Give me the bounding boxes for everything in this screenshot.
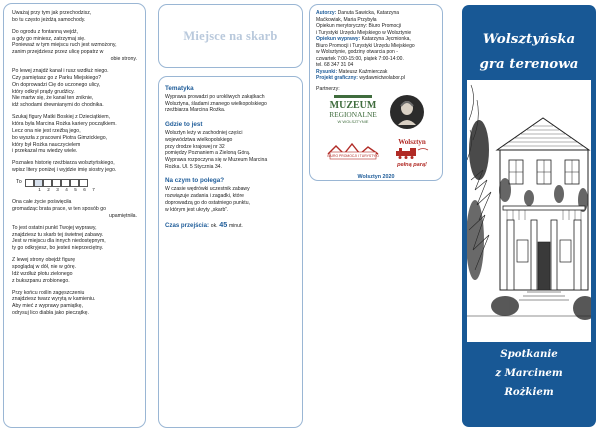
poem-line: Aby mieć z wyprawy pamiątkę, <box>12 303 83 310</box>
wolsztyn-slogan: pełną parą! <box>397 161 427 168</box>
cell-number: 4 <box>65 187 68 193</box>
poem-line: Po lewej znajdź kanał i rusz wzdłuż niego. <box>12 68 109 75</box>
poem-line: zanim przejdziesz przez ulicę popatrz w <box>12 49 104 56</box>
poem-stanza-1 <box>12 10 137 24</box>
poem-line: Szukaj figury Matki Boskiej z Dzieciątkiem, <box>12 114 111 121</box>
poem-line: Ponieważ w tym miejscu ruch jest wzmożony, <box>12 42 117 49</box>
poem-line: Nie martw się, że kanał ten zniknie, <box>12 95 94 102</box>
poem-line: To jest ostatni punkt Twojej wyprawy, <box>12 224 97 231</box>
info-panel <box>158 76 303 428</box>
walk-time-approx: ok. <box>210 223 218 230</box>
poem-line: upamiętniła. <box>109 212 137 219</box>
letter-cell[interactable] <box>79 179 88 187</box>
section-line: Wolsztyna, śladami znanego wielkopolskiego <box>165 100 267 107</box>
poem-line: a gdy go miniesz, zatrzymaj się. <box>12 35 86 42</box>
poem-line: idź schodami drewnianymi do chodnika. <box>12 102 104 109</box>
poem-line: Lecz ona nie jest rzeźbą jego, <box>12 127 81 134</box>
poem-line: z bukszpanu zrobionego. <box>12 277 70 284</box>
cell-number: 7 <box>92 187 95 193</box>
credit-value: Opiekun merytoryczny: Biuro Promocji <box>316 23 402 29</box>
svg-text:BIURO PROMOCJI I TURYSTYKI: BIURO PROMOCJI I TURYSTYKI <box>327 154 379 159</box>
poem-panel <box>3 3 146 428</box>
credit-label: Opiekun wyprawy: <box>316 36 361 42</box>
stamp-box <box>158 4 303 68</box>
poem-line: spoglądaj w dół, nie w górę. <box>12 263 77 270</box>
partners-heading: Partnerzy: <box>316 85 340 92</box>
poem-stanza-7 <box>12 225 137 252</box>
walk-time <box>165 220 296 229</box>
poem-line: która była Marcina Rożka kariery początkiem. <box>12 121 117 128</box>
poem-line: On doprowadzi Cię do uczonego ulicy, <box>12 81 101 88</box>
credit-value: Danuta Sawicka, Katarzyna <box>337 10 400 16</box>
train-icon <box>392 147 432 159</box>
credit-label: Projekt graficzny: <box>316 75 358 81</box>
poem-line: Z lewej strony obejdź figurę <box>12 257 76 264</box>
poem-stanza-8 <box>12 257 137 284</box>
section-line: Rożka. Ul. 5 Stycznia 34. <box>165 163 222 170</box>
poem-line: i przekazał mu wiedzy wiele. <box>12 148 78 155</box>
partner-logos-row-1 <box>322 95 436 135</box>
cell-number: 5 <box>74 187 77 193</box>
poem-line: obie strony. <box>110 56 137 63</box>
poem-line: znajdziesz twarz wyrytą w kamieniu. <box>12 296 96 303</box>
cover-subtitle-line3: Rożkiem <box>504 386 554 398</box>
poem-line: który był Rożka nauczycielem <box>12 141 81 148</box>
section-line: rzeźbiarza Marcina Rożka. <box>165 107 226 114</box>
poem-line: odrysuj lico diabła jako pieczątkę. <box>12 310 89 317</box>
credit-value: Katarzyna Jęcmionka, <box>361 36 411 42</box>
poem-stanza-6 <box>12 199 137 220</box>
muzeum-logo-mark <box>322 95 384 135</box>
letter-cell[interactable] <box>61 179 70 187</box>
section-line: województwa wielkopolskiego <box>165 136 233 143</box>
poem-line: Poznałes historię rzeźbiarza wolsztyńskiego, <box>12 160 115 167</box>
section-heading: Gdzie to jest <box>165 121 203 129</box>
walk-time-unit: minut. <box>228 223 243 230</box>
cell-number: 1 <box>38 187 41 193</box>
cell-number: 2 <box>47 187 50 193</box>
publication-year: Wolsztyn 2020 <box>357 174 395 181</box>
letter-cell[interactable] <box>70 179 79 187</box>
section-tematyka <box>165 85 296 114</box>
poem-line: ty go odkryjesz, bo jesteś nieprzeciętny. <box>12 245 104 252</box>
cover-title-line2: gra terenowa <box>479 56 579 72</box>
cover-title-line1: Wolsztyńska <box>482 31 576 47</box>
section-heading: Tematyka <box>165 85 194 92</box>
poem-line: Ona całe życie poświęciła <box>12 199 72 206</box>
poem-line: bo tu często jeżdżą samochody. <box>12 16 86 23</box>
letter-cell[interactable] <box>43 179 52 187</box>
section-line: Wolsztyn leży w zachodniej części <box>165 130 243 137</box>
puzzle-prefix: To <box>16 179 22 186</box>
poem-line: Jest w miejscu dla innych niedostępnym, <box>12 238 106 245</box>
section-line: przy drodze krajowej nr 32 <box>165 143 225 150</box>
credit-value: Mateusz Kaźmierczak <box>338 68 388 75</box>
section-polega <box>165 177 296 213</box>
credit-value: czwartek 7:00-15:00, piątek 7:00-14:00. <box>316 55 404 62</box>
poem-line: wpisz litery poniżej i wyjdzie imię siostry jego. <box>12 167 117 174</box>
section-gdzie <box>165 121 296 170</box>
walk-time-label: Czas przejścia: <box>165 222 210 230</box>
section-line: w którym jest ukryty „skarb”. <box>165 206 229 213</box>
cell-number: 6 <box>83 187 86 193</box>
wolsztyn-brand-logo <box>392 138 432 172</box>
cover-subtitle-line2: z Marcinem <box>495 367 563 379</box>
poem-stanza-4 <box>12 114 137 155</box>
section-line: W czasie wędrówki uczestnik zabawy <box>165 186 250 193</box>
walk-time-value: 45 <box>219 220 228 230</box>
section-line: rozwiązuje zadania i zagadki, które <box>165 193 244 200</box>
poem-line: Do ogrodu z fontanną wejdź, <box>12 28 79 35</box>
partner-logos-row-2 <box>322 138 436 172</box>
poem-stanza-2 <box>12 29 137 63</box>
poem-line: który odkrył prądy grudźicy. <box>12 88 75 95</box>
poem-stanza-9 <box>12 290 137 317</box>
credit-label: Autorzy: <box>316 10 337 16</box>
phone-number: tel. 68 347 31 04 <box>316 62 354 68</box>
svg-text:MUZEUM: MUZEUM <box>329 100 377 112</box>
muzeum-logo <box>322 95 384 135</box>
section-line: Wyprawa prowadzi po urokliwych zakątkach <box>165 94 265 100</box>
poem-line: gromadząc brata prace, w ten sposób go <box>12 205 107 212</box>
letter-cell[interactable] <box>34 179 43 187</box>
wolsztyn-logo-text: Wolsztyn <box>398 138 426 147</box>
portrait-logo-icon <box>390 95 424 129</box>
poem-stanza-3 <box>12 68 137 109</box>
poem-line: Uważaj przy tym jak przechodzisz, <box>12 10 92 16</box>
credit-label: Rysunki: <box>316 68 338 75</box>
poem-line: bo wyszła z pracowni Piotra Gimzickiego, <box>12 134 108 141</box>
section-heading: Na czym to polega? <box>165 177 225 185</box>
svg-text:W WOLSZTYNIE: W WOLSZTYNIE <box>337 119 369 125</box>
poem-line: znajdziesz tu skarb tej świetnej zabawy. <box>12 231 104 238</box>
credit-value: Biuro Promocji i Turystyki Urzędu Miejskiego <box>316 42 415 49</box>
credit-value: w Wolsztynie, godziny otwarcia pon - <box>316 49 398 55</box>
letter-cells <box>25 179 88 187</box>
poem-line: Czy pamiętasz go z Parku Miejskiego? <box>12 74 102 81</box>
credit-value: i Turystyki Urzędu Miejskiego w Wolsztynie <box>316 29 412 36</box>
poem-line: Przy końcu roślin zagęszczeniu <box>12 289 85 296</box>
cover-panel <box>462 5 596 427</box>
biuro-promocji-logo <box>322 142 384 168</box>
cell-number: 3 <box>56 187 59 193</box>
poem-stanza-5 <box>12 160 137 174</box>
villa-drawing-illustration <box>467 80 591 342</box>
poem-line: Idź wzdłuż płotu zielonego <box>12 270 73 277</box>
credit-value: Maćkowiak, Maria Przybyła <box>316 16 377 23</box>
stamp-box-label: Miejsce na skarb <box>183 28 278 43</box>
letter-puzzle <box>16 179 137 187</box>
svg-text:REGIONALNE: REGIONALNE <box>329 110 377 120</box>
section-line: Wyprawa rozpoczyna się w Muzeum Marcina <box>165 157 268 164</box>
section-line: pomiędzy Poznaniem a Zieloną Górą. <box>165 150 251 157</box>
cover-subtitle-line1: Spotkanie <box>500 348 558 360</box>
credits-panel <box>309 4 443 181</box>
section-line: doprowadzą go do ostatniego punktu, <box>165 199 250 206</box>
credit-value: wydawnictwolabor.pl <box>359 75 405 81</box>
letter-cell[interactable] <box>25 179 34 187</box>
letter-cell[interactable] <box>52 179 61 187</box>
